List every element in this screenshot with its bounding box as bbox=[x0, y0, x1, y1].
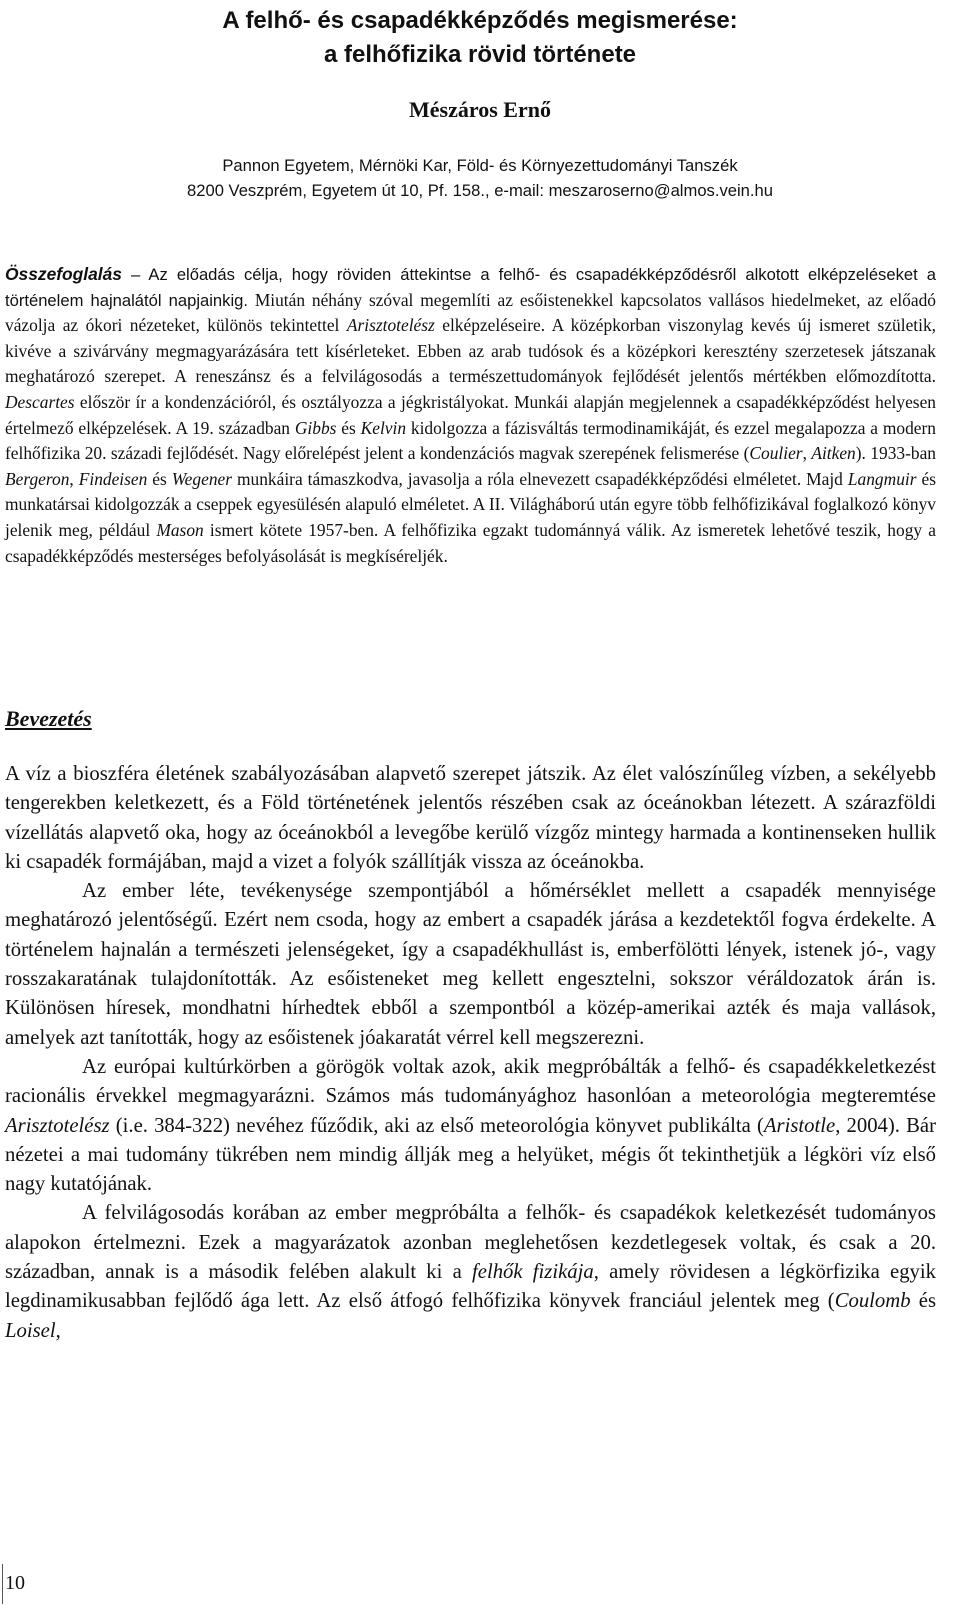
cited-name: Aristotle bbox=[763, 1114, 836, 1137]
abstract-name: Bergeron bbox=[5, 468, 70, 489]
paper-title bbox=[40, 4, 920, 72]
body-text bbox=[5, 760, 936, 1346]
affiliation-line-1: Pannon Egyetem, Mérnöki Kar, Föld- és Környezettudományi Tanszék bbox=[222, 156, 738, 175]
abstract-name: Wegener bbox=[171, 468, 233, 489]
cited-name: felhők fizikája bbox=[472, 1261, 594, 1284]
paragraph-3 bbox=[5, 1053, 936, 1199]
abstract-text: , bbox=[802, 443, 812, 464]
affiliation bbox=[40, 153, 920, 203]
page-number: 10 bbox=[5, 1572, 25, 1594]
abstract-text: – Az előadás célja, hogy röviden áttekintse a felhő- és csapadékképződésről alkotott elképzeléseket a történelem hajnalától napjainkig. bbox=[5, 265, 936, 310]
abstract-text: ). 1933-ban bbox=[855, 443, 936, 464]
section-heading: Bevezetés bbox=[5, 706, 92, 731]
cited-name: Arisztotelész bbox=[5, 1114, 110, 1137]
paragraph-text: Az európai kultúrkörben a görögök voltak azok, akik megpróbálták a felhő- és csapadékkeletkezést racionális érvekkel megmagyarázni. Számos más tudományághoz hasonlóan a meteorológia megteremtése bbox=[5, 1055, 936, 1108]
abstract-text: ismert kötete 1957-ben. A felhőfizika egzakt tudománnyá válik. Az ismeretek lehetővé teszik, hogy a csapadékképződés mesterséges befolyásolását is megkíséreljék. bbox=[5, 519, 936, 566]
cited-name: Coulomb bbox=[834, 1290, 911, 1313]
abstract-name: Mason bbox=[156, 519, 204, 540]
title-line-1: A felhő- és csapadékképződés megismerése: bbox=[222, 7, 738, 34]
title-line-2: a felhőfizika rövid története bbox=[323, 41, 637, 68]
paragraph-text: , bbox=[55, 1319, 61, 1342]
abstract-label: Összefoglalás bbox=[5, 264, 122, 284]
cited-name: Loisel bbox=[5, 1319, 56, 1342]
paragraph-2: Az ember léte, tevékenysége szempontjából a hőmérséklet mellett a csapadék mennyisége meghatározó jelentőségű. Ezért nem csoda, hogy az embert a csapadék járása a kezdetektől fogva érdekelte. A történelem hajnalán a természeti jelenségeket, így a csapadékhullást is, emberfölötti lények, istenek jó-, vagy rosszakaratának tulajdonították. Az esőisteneket meg kellett engesztelni, sokszor véráldozatok árán is. Különösen híresek, mondhatni hírhedtek ebből a szempontból a közép-amerikai azték és maja vallások, amelyek azt tanították, hogy az esőistenek jóakaratát vérrel kell megszerezni. bbox=[5, 880, 936, 1049]
abstract-text: és bbox=[336, 417, 361, 438]
author-name: Mészáros Ernő bbox=[409, 97, 551, 122]
abstract-name: Langmuir bbox=[847, 468, 917, 489]
paragraph-1: A víz a bioszféra életének szabályozásában alapvető szerepet játszik. Az élet valószínűleg vízben, a sekélyebb tengerekben keletkezett, és a Föld történetének jelentős részében csak az óceánokban létezett. A szárazföldi vízellátás alapvető oka, hogy az óceánokból a levegőbe kerülő vízgőz mintegy harmada a kontinenseken hullik ki csapadék formájában, majd a vizet a folyók szállítják vissza az óceánokba. bbox=[5, 763, 936, 873]
abstract-name: Aitken bbox=[811, 443, 856, 464]
abstract-text: és bbox=[147, 468, 172, 489]
abstract-name: Kelvin bbox=[360, 417, 407, 438]
affiliation-line-2: 8200 Veszprém, Egyetem út 10, Pf. 158., e-mail: meszaroserno@almos.vein.hu bbox=[187, 181, 773, 200]
abstract-text: Miután néhány szóval megemlíti az esőistenekkel kapcsolatos vallásos hiedelmeket, az előadó vázolja az ókori nézeteket, különös tekintettel bbox=[5, 289, 936, 336]
abstract-name: Descartes bbox=[5, 391, 75, 412]
page-edge-line bbox=[2, 1564, 3, 1604]
paragraph-text: , amely rövidesen a légkörfizika egyik legdinamikusabban fejlődő ága lett. Az első átfogó felhőfizika könyvek franciául jelentek meg ( bbox=[5, 1261, 936, 1313]
abstract-text: , bbox=[69, 468, 79, 489]
paragraph-text: A felvilágosodás korában az ember megpróbálta a felhők- és csapadékok keletkezését tudományos alapokon értelmezni. Ezek a magyarázatok azonban meglehetősen kezdetlegesek voltak, és csak a 20. században, annak is a második felében alakult ki a bbox=[5, 1202, 936, 1284]
abstract-name: Findeisen bbox=[78, 468, 148, 489]
abstract-text: először ír a kondenzációról, és osztályozza a jégkristályokat. Munkái alapján megjelennek a csapadékképződést helyesen értelmező elképzelések. A 19. században bbox=[5, 391, 936, 438]
abstract-text: és munkatársai kidolgozzák a cseppek egyesülésén alapuló elméletet. A II. Világháború után egyre több felhőfizikával foglalkozó könyv jelenik meg, például bbox=[5, 468, 936, 540]
paragraph-text: és bbox=[910, 1290, 936, 1313]
paragraph-text: (i.e. 384-322) nevéhez fűződik, aki az első meteorológia könyvet publikálta ( bbox=[109, 1114, 764, 1137]
paragraph-text: , 2004). Bár nézetei a mai tudomány tükrében nem mindig állják meg a helyüket, mégis őt tekinthetjük a légköri víz első nagy kutatójának. bbox=[5, 1114, 936, 1196]
abstract-text: kidolgozza a fázisváltás termodinamikáját, és ezzel megalapozza a modern felhőfizika 20. századi fejlődését. Nagy előrelépést jelent a kondenzációs magvak szerepének felismerése ( bbox=[5, 417, 936, 464]
abstract bbox=[5, 262, 936, 569]
abstract-text: elképzeléseire. A középkorban viszonylag kevés új ismeret születik, kivéve a szivárvány megmagyarázására tett kísérleteket. Ebben az arab tudósok és a középkori keresztény szerzetesek játszanak meghatározó szerepet. A reneszánsz és a felvilágosodás a természettudományok fejlődését jelentős mértékben előmozdította. bbox=[5, 315, 936, 387]
paragraph-4 bbox=[5, 1199, 936, 1345]
abstract-name: Arisztotelész bbox=[346, 315, 435, 336]
abstract-name: Coulier bbox=[749, 443, 803, 464]
abstract-name: Gibbs bbox=[294, 417, 337, 438]
abstract-text: munkáira támaszkodva, javasolja a róla elnevezett csapadékképződési elméletet. Majd bbox=[232, 468, 848, 489]
